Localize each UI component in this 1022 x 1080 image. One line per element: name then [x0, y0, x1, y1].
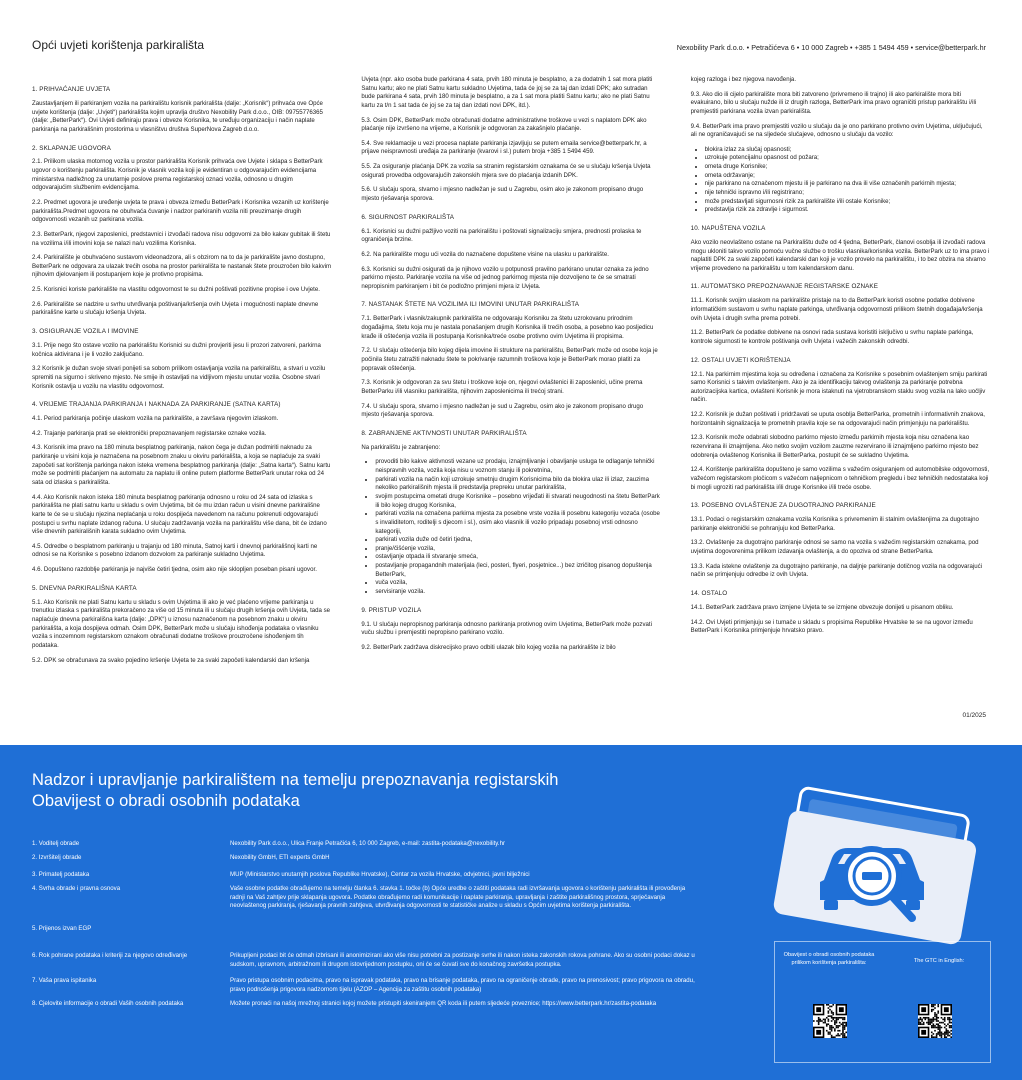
section-heading: 6. SIGURNOST PARKIRALIŠTA	[361, 213, 455, 221]
clause-paragraph: Ako vozilo neovlašteno ostane na Parkiralištu duže od 4 tjedna, BetterPark, članovi osoblja ili izvođači radova mogu ukloniti takvo vozilo pomoću vučne službe o trošku vlasnika/korisnika vozila. BetterPark uz to ima pravo i naplatiti DPK za svaki započeti kalendarski dan koji je vozilo provelo na parkiralištu, i to bez obzira na stvarno vrijeme provedeno na parkiralištu u tom kalendarskom danu.	[690, 238, 990, 272]
clause-paragraph: 9.3. Ako dio ili cijelo parkiralište mora biti zatvoreno (privremeno ili trajno) ili ako parkiralište mora biti evakuirano, bilo u slučaju nužde ili iz drugih razloga, BetterPark ima pravo ograničiti pristup parkiralištu i/ili premjestiti parkirana vozila izvan parkirališta.	[690, 90, 977, 115]
clause-paragraph: 14.2. Ovi Uvjeti primjenjuju se i tumače u skladu s propisima Republike Hrvatske te se na ugovor između BetterPark i Korisnika primjenjuje hrvatsko pravo.	[690, 618, 973, 635]
section-heading: 14. OSTALO	[690, 590, 728, 598]
notice-row-label: 1. Voditelj obrade	[32, 840, 80, 847]
clause-paragraph: 4.2. Trajanje parkiranja prati se elektronički prepoznavanjem registarske oznake vozila.	[32, 429, 267, 437]
section-heading: 10. NAPUŠTENA VOZILA	[690, 224, 766, 232]
clause-paragraph: 13.2. Ovlaštenje za dugotrajno parkiranje odnosi se samo na vozila s važećim registarskim oznakama, pod uvjetima dogovorenima prilikom izdavanja ovlaštenja, a do opoziva od strane BetterParka.	[690, 539, 979, 556]
bullet-item: • blokira izlaz za slučaj opasnosti;	[705, 146, 990, 155]
privacy-notice-panel	[0, 745, 1022, 1080]
clause-paragraph: 13.3. Kada istekne ovlaštenje za dugotrajno parkiranje, na daljnje parkiranje dotičnog vozila na odgovarajući način se primjenjuju odredbe iz ovih Uvjeta.	[690, 562, 982, 579]
clause-paragraph: 4.5. Odredbe o besplatnom parkiranju u trajanju od 180 minuta, Satnoj karti i dnevnoj parkirališnoj karti ne odnosi se na Korisnike s posebno izdanom dozvolom za parkiranje sukladno Uvjetima.	[32, 542, 318, 559]
section-heading: 8. ZABRANJENE AKTIVNOSTI UNUTAR PARKIRALIŠTA	[361, 429, 527, 437]
bullet-item: • predstavlja rizik za zdravlje i sigurnost.	[705, 206, 990, 215]
section-heading: 9. PRISTUP VOZILA	[361, 606, 422, 614]
clause-paragraph: 6.2. Na parkiralište mogu ući vozila do naznačene dopuštene visine na ulasku u parkiralište.	[361, 250, 609, 258]
clause-paragraph: 13.1. Podaci o registarskim oznakama vozila Korisnika s privremenim ili stalnim ovlaštenjima za dugotrajno parkiranje elektronički se pohranjuju kod BetterParka.	[690, 516, 979, 532]
clause-paragraph: 9.1. U slučaju nepropisnog parkiranja odnosno parkiranja protivnog ovim Uvjetima, BetterPark može pozvati vuču službu i premjestiti nepropisno parkirano vozilo.	[361, 620, 652, 637]
clause-paragraph: Na parkiralištu je zabranjeno:	[361, 443, 441, 451]
clause-paragraph: 5.2. DPK se obračunava za svako pojedino kršenje Uvjeta te za svaki započeti kalendarski dan kršenja	[32, 656, 310, 664]
bullet-item: • ostavljanje otpada ili stvaranje smeća,	[375, 553, 660, 562]
section-heading: 11. AUTOMATSKO PREPOZNAVANJE REGISTARSKE OZNAKE	[690, 283, 879, 291]
qr-left-caption: Obavijest o obradi osobnih podataka prilikom korištenja parkirališta:	[783, 952, 875, 966]
section-heading: 3. OSIGURANJE VOZILA I IMOVINE	[32, 328, 139, 336]
notice-row-value: Nexobility GmbH, ETI experts GmbH	[230, 854, 330, 861]
notice-row-label: 4. Svrha obrade i pravna osnova	[32, 885, 121, 892]
clause-paragraph: Zaustavljanjem ili parkiranjem vozila na parkiralištu korisnik parkirališta (dalje: „Korisnik“) prihvaća ove Opće uvjete korištenja (dalje: „Uvjeti“) parkirališta kojim upravlja društvo Nexobility Park d.o.o., OIB: 09755776365 (dalje: „BetterPark“). Ovi Uvjeti definiraju prava i obveze Korisnika, te uređuju organizaciju i način naplate parkiranja na parkirališnim prostorima u vlasništvu društva SuperNova Zagreb d.o.o.	[32, 99, 323, 133]
bullet-item: • ometa održavanje;	[705, 172, 990, 181]
section-heading: 5. DNEVNA PARKIRALIŠNA KARTA	[32, 584, 137, 592]
notice-row-label: 2. Izvršitelj obrade	[32, 854, 82, 861]
section-heading: 7. NASTANAK ŠTETE NA VOZILIMA ILI IMOVINI UNUTAR PARKIRALIŠTA	[361, 301, 579, 309]
bullet-item: • pranje/čišćenje vozila,	[375, 545, 660, 554]
notice-row-label: 6. Rok pohrane podataka i kriteriji za njegovo određivanje	[32, 952, 188, 959]
clause-paragraph: 3.2 Korisnik je dužan svoje stvari ponijeti sa sobom prilikom ostavljanja vozila na parkiralištu, a stvari u vozilu spremiti na sigurno i skriveno mjesto. Ne smije ih ostavljati na vidljivom mjestu unutar vozila. Osobne stvari Korisnik ostavlja u vozilu na vlastitu odgovornost.	[32, 365, 326, 390]
clause-paragraph: 3.1. Prije nego što ostave vozilo na parkiralištu Korisnici su dužni provjeriti jesu li prozori zatvoreni, parkirna kočnica aktivirana i je li vozilo zaključano.	[32, 341, 321, 358]
notice-title	[32, 770, 558, 812]
notice-row-value: Nexobility Park d.o.o., Ulica Franje Petračića 6, 10 000 Zagreb, e-mail: zastita-podataka@nexobility.hr	[230, 840, 506, 847]
bullet-item: • postavljanje propagandnih materijala (leci, posteri, flyeri, posjetnice...) bez izričitog pisanog dopuštenja BetterPark,	[375, 562, 660, 579]
clause-paragraph: 5.6. U slučaju spora, stvarno i mjesno nadležan je sud u Zagrebu, osim ako je zakonom propisano drugo mjesto rješavanja sporova.	[361, 186, 644, 203]
bullet-item: • servisiranje vozila.	[375, 588, 660, 597]
clause-paragraph: 2.4. Parkiralište je obuhvaćeno sustavom videonadzora, ali s obzirom na to da je parkiralište javno dostupno, BetterPark ne odgovara za ulazak trećih osoba na prostor parkirališta te nastanak štete prouzročen bilo kakvim njihovim djelovanjem ili postupanjem koje je protivno propisima.	[32, 254, 332, 279]
terms-column-3	[691, 76, 990, 671]
clause-paragraph: 2.6. Parkiralište se nadzire u svrhu utvrđivanja poštivanja/kršenja ovih Uvjeta i mogućnosti naplate dnevne parkirališne karte u slučaju kršenja Uvjeta.	[32, 300, 319, 317]
clause-paragraph: 9.2. BetterPark zadržava diskrecijsko pravo odbiti ulazak bilo kojeg vozila na parkiralište iz bilo	[361, 643, 616, 651]
bullet-item: • uzrokuje potencijalnu opasnost od požara;	[705, 154, 990, 163]
notice-row-label: 8. Cjelovite informacije o obradi Vaših osobnih podataka	[32, 1000, 184, 1007]
qr-code-icon[interactable]	[813, 1004, 847, 1038]
bullet-item: • parkirati vozila na označena parkirna mjesta za posebne vrste vozila ili posebnu kategoriju vozača (osobe s invaliditetom, roditelji s djecom i sl.), osim ako vlasnik ili vozilo pripadaju posebnoj vrsti odnosno kategoriji,	[375, 510, 660, 536]
bullet-item: • vuča vozila,	[375, 579, 660, 588]
qr-code-box	[774, 941, 991, 1063]
bullet-list	[691, 146, 990, 215]
section-heading: 13. POSEBNO OVLAŠTENJE ZA DUGOTRAJNO PARKIRANJE	[690, 502, 876, 510]
clause-paragraph: 5.4. Sve reklamacije u vezi procesa naplate parkiranja izjavljuju se putem emaila service@betterpark.hr, a prijave neispravnosti uređaja za parkiranje (kvarovi i sl.) putem broja +385 1 5494 459.	[361, 139, 647, 156]
clause-paragraph: 11.1. Korisnik svojim ulaskom na parkiralište pristaje na to da BetterPark koristi osobne podatke dobivene informatičkim sustavom u svrhu naplate parkinga, utvrđivanja odgovornosti prilikom štetnih događaja/kršenja ovih Uvjeta i drugih svrha prema potrebi.	[690, 297, 983, 322]
clause-paragraph: 7.4. U slučaju spora, stvarno i mjesno nadležan je sud u Zagrebu, osim ako je zakonom propisano drugo mjesto rješavanja sporova.	[361, 402, 644, 419]
terms-columns	[32, 76, 990, 671]
clause-paragraph: 7.1. BetterPark i vlasnik/zakupnik parkirališta ne odgovaraju Korisniku za štetu uzrokovanu prirodnim događajima, štetu koja mu je nastala ponašanjem drugih Korisnika ili trećih osoba, a posebno kao posljedicu krađe ili oštećenja vozila ili postupanja Korisnika/treće osobe protivno ovim Uvjetima ili propisima.	[361, 315, 654, 340]
clause-paragraph: 12.1. Na parkirnim mjestima koja su određena i označena za Korisnike s posebnim ovlaštenjem smiju parkirati samo Korisnici s takvim ovlaštenjem. Ako je za identifikaciju takvog ovlaštenja za parkiranje potrebna autorizacijska kartica, ovlašteni Korisnik je mora istaknuti na vjetrobranskom staklu svog vozila na lako uočljiv način.	[690, 370, 988, 404]
clause-paragraph: 9.4. BetterPark ima pravo premjestiti vozilo u slučaju da je ono parkirano protivno ovim Uvjetima, uključujući, ali ne ograničavajući se na sljedeće slučajeve, odnosno u slučaju da vozilo:	[690, 122, 983, 139]
clause-paragraph: Uvjeta (npr. ako osoba bude parkirana 4 sata, prvih 180 minuta je besplatno, a za dodatnih 1 sat mora platiti Satnu kartu; ako ne plati Satnu kartu sukladno Uvjetima, tada će joj se za taj dan izdati DPK; ako sutradan bude parkirana 4 sata, prvih 180 minuta je besplatno, a za 1 sat mora platiti Satnu kartu; ako ne plati Satnu kartu za t/n 1 sat tada će joj se za taj dan izdati novi DPK, itd.).	[361, 76, 653, 109]
car-magnifier-icon	[760, 770, 980, 955]
section-heading: 12. OSTALI UVJETI KORIŠTENJA	[690, 356, 791, 364]
clause-paragraph: kojeg razloga i bez njegova navođenja.	[690, 76, 797, 83]
bullet-item: • parkirati vozila na način koji uzrokuje smetnju drugim Korisnicima bilo da blokira ulaz ili izlaz, zauzima nekoliko parkirališnih mjesta ili predstavlja prepreku unutar parkirališta,	[375, 476, 660, 493]
bullet-item: • svojim postupcima ometati druge Korisnike – posebno vrijeđati ili stvarati neugodnosti na štetu BetterPark ili bilo kojeg drugog Korisnika,	[375, 493, 660, 510]
page-title: Opći uvjeti korištenja parkirališta	[32, 38, 205, 52]
bullet-item: • provoditi bilo kakve aktivnosti vezane uz prodaju, iznajmljivanje i obavljanje usluga te odlaganje tehnički neispravnih vozila, vozila koja nisu u voznom stanju ili pokretnina,	[375, 458, 660, 475]
notice-title-line-2: Obavijest o obradi osobnih podataka	[32, 792, 300, 810]
notice-row-label: 5. Prijenos izvan EGP	[32, 925, 92, 932]
bullet-item: • nije tehnički ispravno i/ili registrirano;	[705, 189, 990, 198]
section-heading: 1. PRIHVAĆANJE UVJETA	[32, 86, 111, 93]
clause-paragraph: 12.3. Korisnik može odabrati slobodno parkirno mjesto između parkirnih mjesta koja nisu označena kao rezervirana ili iznajmljena. Ako netko svojim vozilom zauzme rezervirano ili iznajmljeno parkirno mjesto bez odobrenja ovlaštenog Korisnika ili BetterParka, postupit će se sukladno Uvjetima.	[690, 434, 979, 459]
clause-paragraph: 4.1. Period parkiranja počinje ulaskom vozila na parkiralište, a završava njegovim izlaskom.	[32, 415, 279, 423]
clause-paragraph: 2.3. BetterPark, njegovi zaposlenici, predstavnici i izvođači radova nisu odgovorni za bilo kakav gubitak ili štetu na vozilima i/ili imovini koja se nalazi na/u vozilima Korisnika.	[32, 230, 331, 247]
notice-row-value: Možete pronaći na našoj mrežnoj stranici kojoj možete pristupiti skeniranjem QR koda ili putem sljedeće poveznice; https://www.betterpark.hr/zastita-podataka	[230, 1000, 657, 1007]
clause-paragraph: 6.3. Korisnici su dužni osigurati da je njihovo vozilo u potpunosti pravilno parkirano unutar oznaka za jedno parkirno mjesto. Parkiranje vozila na više od jednog parkirnog mjesta nije dozvoljeno te će se smatrati nepropisnim parkiranjem i bit će podložno primjeni mjera iz Uvjeta.	[361, 265, 649, 290]
clause-paragraph: 4.4. Ako Korisnik nakon isteka 180 minuta besplatnog parkiranja odnosno u roku od 24 sata od izlaska s parkirališta ne plati satnu kartu u skladu s ovim Uvjetima, bit će mu izdan račun u visini dnevne parkirališne karte te će se u slučaju njezina neplaćanja u roku dospijeća navedenom na računu pokrenuti odgovarajući postupci u svrhu naplate izdanog računa. U slučaju zadržavanja vozila na parkiralištu više dana, bit će izdano više dnevnih parkirališnih karata sukladno ovim Uvjetima.	[32, 493, 327, 536]
notice-title-line-1: Nadzor i upravljanje parkiralištem na temelju prepoznavanja registarskih	[32, 771, 559, 789]
section-heading: 2. SKLAPANJE UGOVORA	[32, 144, 111, 152]
notice-row-label: 3. Primatelj podataka	[32, 871, 90, 878]
bullet-list	[361, 458, 660, 596]
notice-row-value: Prikupljeni podaci bit će odmah izbrisani ili anonimizirani ako više nisu potrebni za postizanje svrhe ili nakon isteka zakonskih rokova pohrane. Ako su osobni podaci dokaz u sudskom, upravnom, arbitražnom ili drugom istovrijednom postupku, oni će se čuvati sve do konačnog završetka postupka.	[230, 952, 695, 968]
clause-paragraph: 5.3. Osim DPK, BetterPark može obračunati dodatne administrativne troškove u vezi s naplatom DPK ako plaćanje nije izvršeno na vrijeme, a Korisnik je odgovoran za zakašnjelo plaćanje.	[361, 116, 647, 133]
terms-column-1	[32, 76, 331, 671]
clause-paragraph: 5.1. Ako Korisnik ne plati Satnu kartu u skladu s ovim Uvjetima ili ako je već plaćeno vrijeme parkiranja u trenutku izlaska s parkirališta prekoračeno za više od 15 minuta ili u slučaju drugih kršenja ovih Uvjeta, tada se naplaćuje dnevna parkirališna karta (dalje: „DPK“) u iznosu naznačenom na posebnom znaku u okviru parkirališta, a koja dospijeva odmah. Osim DPK, BetterPark može u slučaju ishođenja podataka o vlasniku vozila s inozemnom registarskom oznakom obračunati dodatne troškove prouzročene ishođenjem tih podataka.	[32, 598, 331, 649]
bullet-item: • ometa druge Korisnike;	[705, 163, 990, 172]
contact-line: Nexobility Park d.o.o. • Petračićeva 6 • 10 000 Zagreb • +385 1 5494 459 • service@betterpark.hr	[676, 43, 986, 52]
bullet-item: • može predstavljati sigurnosni rizik za parkiralište i/ili ostale Korisnike;	[705, 198, 990, 207]
clause-paragraph: 12.2. Korisnik je dužan poštivati i pridržavati se uputa osoblja BetterParka, prometnih i informativnih znakova, horizontalnih signalizacija te prometnih pravila koje se na odgovarajući način primjenjuju na parkiralištu.	[690, 411, 986, 427]
clause-paragraph: 5.5. Za osiguranje plaćanja DPK za vozila sa stranim registarskim oznakama će se u slučaju kršenja Uvjeta osigurati provedba odgovarajućih zakonskih mjera sve do plaćanja izdanih DPK.	[361, 163, 651, 179]
clause-paragraph: 2.2. Predmet ugovora je uređenje uvjeta te prava i obveza između BetterPark i Korisnika vezanih uz korištenje parkirališta.Predmet ugovora ne obuhvaća čuvanje i nadzor parkiranih vozila niti preuzimanje drugih odgovornosti vezanih uz parkirana vozila.	[32, 199, 329, 224]
notice-row-value: Pravo pristupa osobnim podacima, pravo na ispravak podataka, pravo na brisanje podataka, pravo na ograničenje obrade, pravo na prenosivost; pravo prigovora na obradu, pravo podnošenja prigovora nadzornom tijelu (AZOP – Agencija za zaštitu osobnih podataka)	[230, 977, 695, 993]
clause-paragraph: 7.3. Korisnik je odgovoran za svu štetu i troškove koje on, njegovi ovlaštenici ili zaposlenici, učine prema BetterParku i/ili vlasniku parkirališta, njihovim zaposlenicima ili trećoj strani.	[361, 379, 643, 395]
clause-paragraph: 12.4. Korištenje parkirališta dopušteno je samo vozilima s važećim osiguranjem od automobilske odgovornosti, važećom registarskom pločicom s važećom naljepnicom o tehničkom pregledu i bez tehničkih nedostataka koji bi mogli ugroziti rad parkirališta i/ili druge Korisnike i/ili treće osobe.	[690, 466, 990, 491]
clause-paragraph: 6.1. Korisnici su dužni pažljivo voziti na parkiralištu i poštovati signalizaciju smjera, prednosti prolaska te ograničenja brzine.	[361, 227, 642, 244]
bullet-item: • nije parkirano na označenom mjestu ili je parkirano na dva ili više označenih parkirnih mjesta;	[705, 180, 990, 189]
clause-paragraph: 11.2. BetterPark će podatke dobivene na osnovi rada sustava koristiti isključivo u svrhu naplate parkinga, kontrole sigurnosti te kontrole poštivanja ovih Uvjeta i važećih zakonskih odredbi.	[690, 329, 974, 345]
notice-row-value: MUP (Ministarstvo unutarnjih poslova Republike Hrvatske), Centar za vozila Hrvatske, odvjetnici, javni bilježnici	[230, 871, 530, 878]
clause-paragraph: 2.5. Korisnici koriste parkiralište na vlastitu odgovornost te su dužni poštivati pozitivne propise i ove Uvjete.	[32, 286, 320, 294]
notice-row-value: Vaše osobne podatke obrađujemo na temelju članka 6. stavka 1. točke (b) Opće uredbe o zaštiti podataka radi izvršavanja ugovora o korištenju parkirališta ili provođenja radnji na Vaš zahtjev prije sklapanja ugovora. Podatke obrađujemo radi komunikacije i naplate parkiranja, upravljanja i zaštite parkirališnog prostora, sprječavanja neovlaštenog parkiranja, rješavanja pravnih zahtjeva, utvrđivanja odgovornosti te statističke analize u skladu s Općim uvjetima korištenja parkirališta.	[230, 885, 686, 910]
bullet-item: • parkirati vozila duže od četiri tjedna,	[375, 536, 660, 545]
section-heading: 4. VRIJEME TRAJANJA PARKIRANJA I NAKNADA ZA PARKIRANJE (SATNA KARTA)	[32, 401, 281, 409]
clause-paragraph: 2.1. Prilikom ulaska motornog vozila u prostor parkirališta Korisnik prihvaća ove Uvjete i sklapa s BetterPark ugovor o korištenju parkirališta. Korisnik je vlasnik vozila koji je evidentiran u odgovarajućim evidencijama ministarstva nadležnog za unutarnje poslove prema registarskoj oznaci vozila, odnosno u drugim odgovarajućim službenim evidencijama.	[32, 158, 323, 192]
clause-paragraph: 7.2. U slučaju oštećenja bilo kojeg dijela imovine ili strukture na parkiralištu, BetterPark može od osobe koja je počinila štetu zatražiti naknadu štete te pokrivanje razumnih troškova koje je BetterPark morao platiti za popravak oštećenja.	[361, 347, 658, 372]
clause-paragraph: 4.6. Dopušteno razdoblje parkiranja je najviše četiri tjedna, osim ako nije sklopljen poseban pisani ugovor.	[32, 566, 317, 574]
version-label: 01/2025	[962, 712, 986, 719]
terms-column-2	[361, 76, 660, 671]
clause-paragraph: 4.3. Korisnik ima pravo na 180 minuta besplatnog parkiranja, nakon čega je dužan podmiriti naknadu za parkiranje u visini koja je naznačena na posebnom znaku u okviru parkirališta, a koja se naplaćuje za svaki započeti sat korištenja parkinga nakon isteka vremena besplatnog parkiranja (dalje: „Satna karta“). Satnu kartu može se podmiriti plaćanjem na automatu za naplatu ili online putem platforme BetterPark unutar roka od 24 sata od izlaska s parkirališta.	[32, 444, 331, 486]
notice-row-label: 7. Vaša prava ispitanika	[32, 977, 97, 984]
qr-code-icon[interactable]	[918, 1004, 952, 1038]
clause-paragraph: 14.1. BetterPark zadržava pravo izmjene Uvjeta te se izmjene obvezuje donijeti u pisanom obliku.	[690, 603, 954, 611]
qr-right-caption: The GTC in English:	[913, 958, 965, 964]
